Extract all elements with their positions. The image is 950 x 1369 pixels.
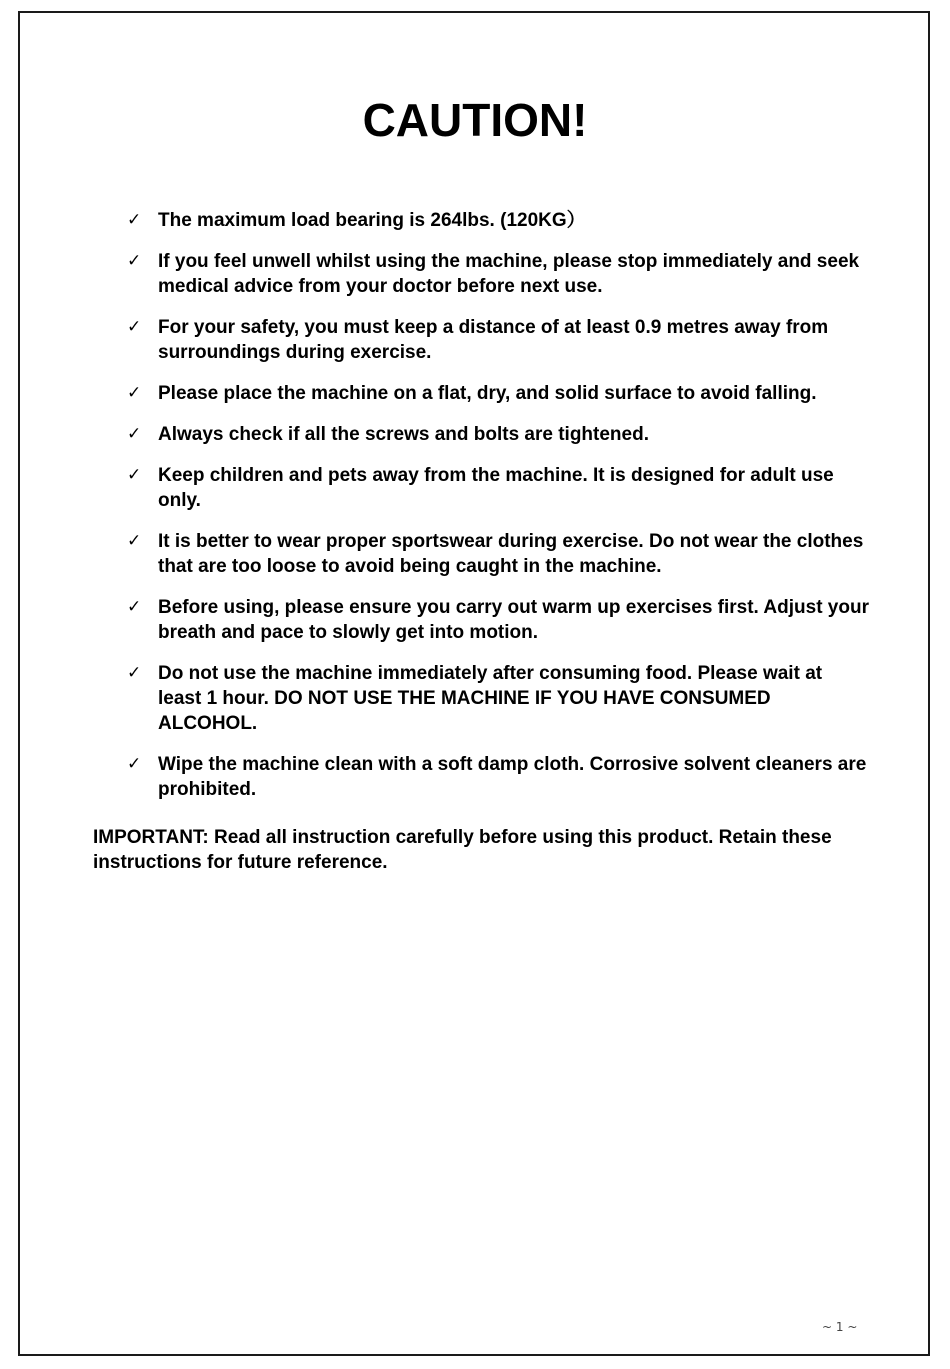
list-item (125, 595, 870, 645)
checkmark-icon: ✓ (127, 597, 142, 617)
list-item (125, 249, 870, 299)
checkmark-icon: ✓ (127, 754, 142, 774)
caution-list (125, 208, 870, 818)
list-item (125, 463, 870, 513)
list-item (125, 529, 870, 579)
list-item (125, 422, 870, 447)
checkmark-icon: ✓ (127, 663, 142, 683)
list-item-text: Wipe the machine clean with a soft damp cloth. Corrosive solvent cleaners are prohibited. (158, 754, 867, 800)
list-item-text: Always check if all the screws and bolts are tightened. (158, 424, 649, 445)
checkmark-icon: ✓ (127, 210, 142, 230)
checkmark-icon: ✓ (127, 383, 142, 403)
checkmark-icon: ✓ (127, 531, 142, 551)
list-item-text: Do not use the machine immediately after consuming food. Please wait at least 1 hour. DO NOT USE THE MACHINE IF YOU HAVE CONSUMED ALCOHOL. (158, 663, 823, 734)
checkmark-icon: ✓ (127, 317, 142, 337)
list-item (125, 208, 870, 233)
list-item-text: Please place the machine on a flat, dry, and solid surface to avoid falling. (158, 383, 817, 404)
list-item (125, 381, 870, 406)
checkmark-icon: ✓ (127, 251, 142, 271)
list-item (125, 661, 870, 736)
list-item-text: Before using, please ensure you carry out warm up exercises first. Adjust your breath and pace to slowly get into motion. (158, 597, 869, 643)
list-item (125, 752, 870, 802)
page-title: CAUTION! (362, 94, 588, 146)
list-item-text: It is better to wear proper sportswear during exercise. Do not wear the clothes that are too loose to avoid being caught in the machine. (158, 531, 864, 577)
list-item (125, 315, 870, 365)
list-item-text: The maximum load bearing is 264lbs. (120KG） (158, 210, 586, 231)
checkmark-icon: ✓ (127, 424, 142, 444)
page-number: ~ 1 ~ (822, 1320, 858, 1334)
important-notice: IMPORTANT: Read all instruction carefully before using this product. Retain these instructions for future reference. (93, 827, 832, 873)
list-item-text: Keep children and pets away from the machine. It is designed for adult use only. (158, 465, 834, 511)
checkmark-icon: ✓ (127, 465, 142, 485)
list-item-text: If you feel unwell whilst using the machine, please stop immediately and seek medical advice from your doctor before next use. (158, 251, 860, 297)
list-item-text: For your safety, you must keep a distance of at least 0.9 metres away from surroundings during exercise. (158, 317, 829, 363)
